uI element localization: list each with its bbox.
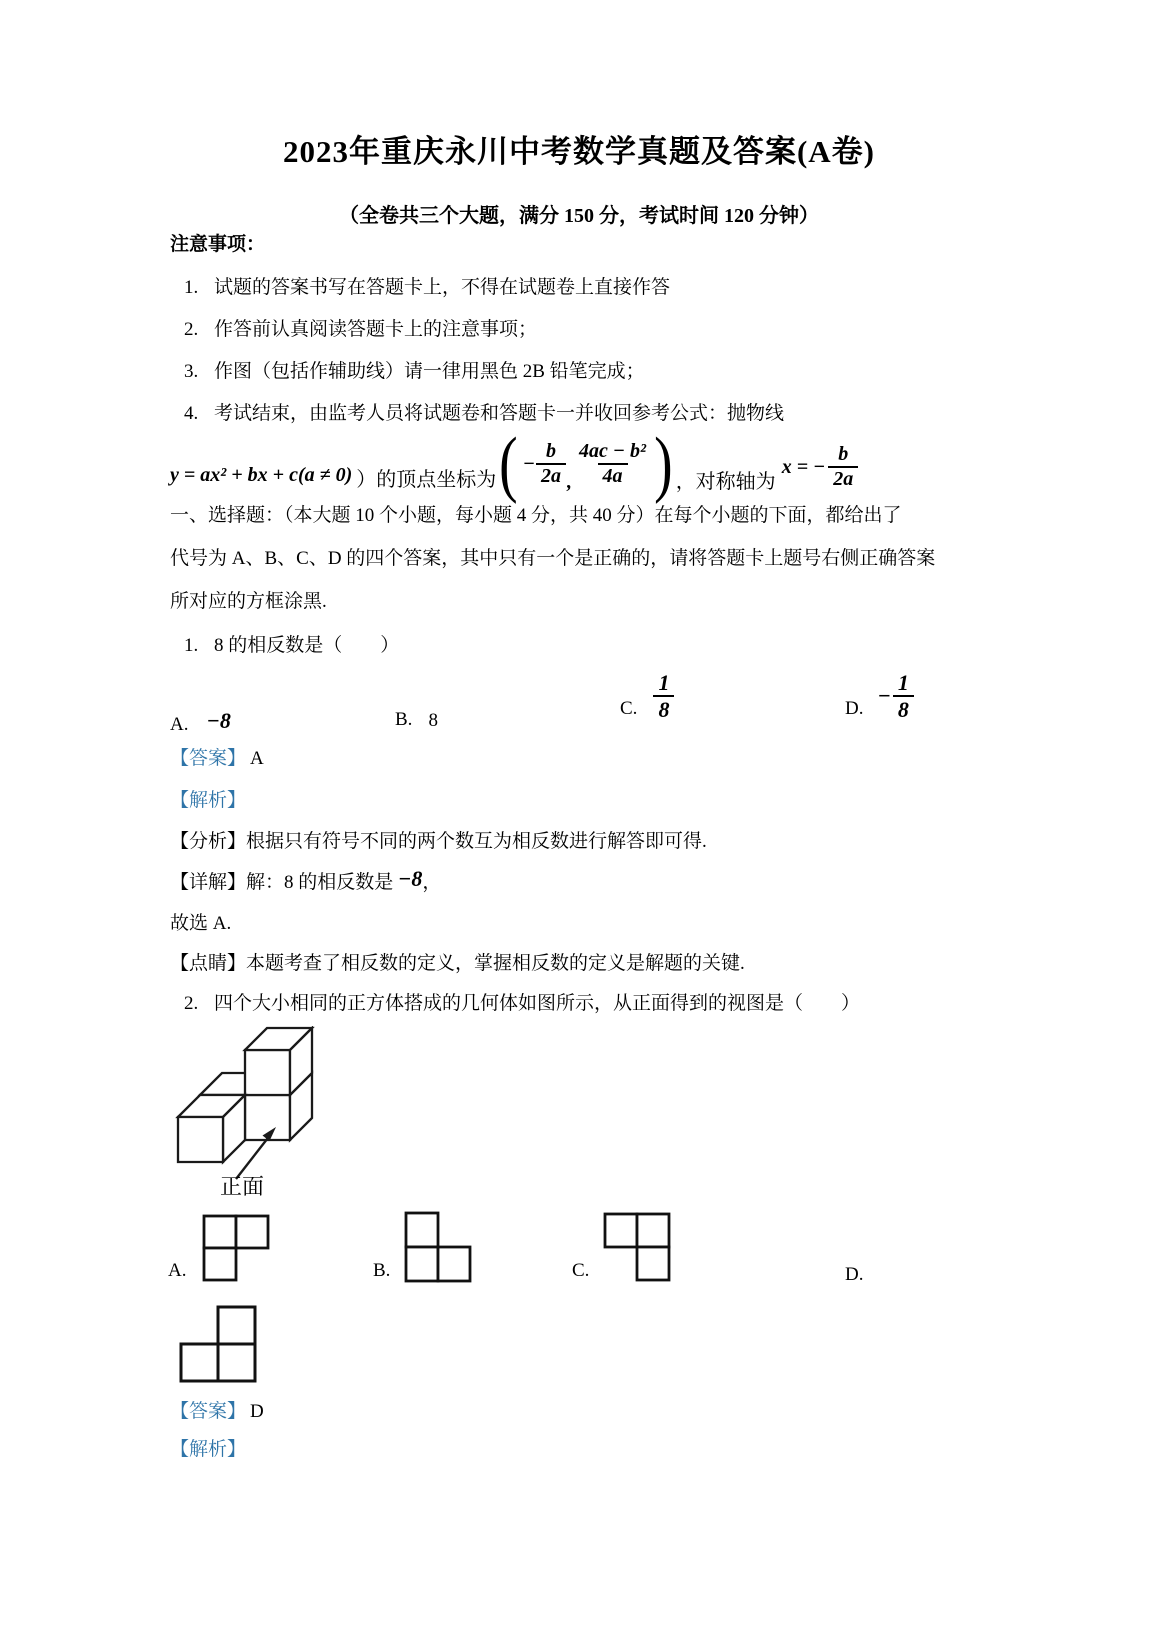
q1-fenxi-line: 【分析】根据只有符号不同的两个数互为相反数进行解答即可得. [170,831,707,852]
q1-analysis-line [170,788,246,814]
notice-item-3-text: 作图（包括作辅助线）请一律用黑色 2B 铅笔完成； [214,361,645,382]
q2-option-a-label: A. [168,1260,187,1281]
vertex-close-paren: ) [654,423,673,505]
cube-right-top-front-face [245,1050,290,1095]
q1-option-d-fraction [893,670,914,723]
notice-item-3 [184,359,1004,385]
section1-heading-line1: 一、选择题：（本大题 10 个小题，每小题 4 分，共 40 分）在每个小题的下面，都给出了 [170,505,902,526]
vertex-comma: , [567,471,573,493]
question-2-text: 四个大小相同的正方体搭成的几何体如图所示，从正面得到的视图是（ ） [214,993,861,1014]
formula-mid-text: ）的顶点坐标为 [356,468,497,491]
notice-heading: 注意事项： [170,234,266,255]
cube-front-front-face [178,1117,223,1162]
formula-lead: y = ax² + bx + c(a ≠ 0) [170,463,353,486]
q1-xiangjie-line [170,868,1000,896]
q1-xiangjie-bold-value: −8 [398,866,423,891]
axis-frac-num: b [838,443,849,465]
q1-xiangjie-pre: 解：8 的相反数是 [246,872,399,893]
q2-option-d-label: D. [845,1264,864,1285]
q2-option-a-shape [202,1214,272,1284]
notice-item-4-text: 考试结束，由监考人员将试题卷和答题卡一并收回参考公式：抛物线 [214,403,785,424]
formula-row [170,420,1000,508]
section1-heading-line2: 代号为 A、B、C、D 的四个答案，其中只有一个是正确的，请将答题卡上题号右侧正确答案 [170,548,936,569]
question-2 [184,991,1034,1017]
vertex-minus: − [522,452,536,475]
q1-option-c [620,670,674,723]
q1-analysis-tag: 【解析】 [170,790,247,811]
question-1 [184,633,399,659]
page-subtitle: （全卷共三个大题，满分 150 分，考试时间 120 分钟） [339,205,819,227]
q1-option-d-frac-num: 1 [897,670,909,695]
q2-option-c [572,1212,673,1284]
axis-frac [828,443,858,491]
q2-analysis-line [170,1437,246,1463]
notice-item-2-number: 2. [184,319,199,340]
notice-item-1 [184,275,1004,301]
q2-option-b [373,1211,474,1284]
q2-option-b-label: B. [373,1260,391,1281]
front-view-label: 正面 [219,1174,265,1199]
q1-option-d-minus: − [877,683,891,709]
q2-option-c-label: C. [572,1260,590,1281]
q2-option-a [168,1214,272,1284]
q1-xiangjie-tag: 【详解】 [170,872,247,893]
q2-option-c-shape [603,1212,673,1284]
q1-option-b-label: B. [395,709,413,730]
q1-option-c-frac-num: 1 [658,670,670,695]
vertex-frac1-den: 2a [536,463,566,488]
q1-option-d [845,670,914,723]
q2-cubes-figure [170,1026,330,1202]
vertex-frac1 [536,440,566,488]
notice-item-3-number: 3. [184,361,199,382]
notice-item-2 [184,317,1004,343]
q1-option-c-frac-den: 8 [653,695,674,722]
vertex-frac2-den: 4a [598,463,628,488]
q1-option-a-label: A. [170,714,189,735]
notice-item-1-number: 1. [184,277,199,298]
q2-answer-line [170,1399,264,1425]
q1-answer-tag: 【答案】 [170,748,247,769]
q1-option-a [170,708,231,737]
question-1-number: 1. [184,635,199,656]
q1-option-b [395,708,438,732]
section1-heading-line3: 所对应的方框涂黑. [170,591,327,612]
notice-item-2-text: 作答前认真阅读答题卡上的注意事项； [214,319,538,340]
q2-answer-value: D [250,1401,264,1422]
notice-item-4-number: 4. [184,403,199,424]
vertex-frac1-num: b [546,440,557,462]
page-title: 2023年重庆永川中考数学真题及答案(A卷) [282,134,876,169]
q1-option-c-fraction [653,670,674,723]
vertex-frac2-num: 4ac − b² [579,440,647,462]
q1-option-a-value: −8 [206,708,231,733]
q1-option-d-frac-den: 8 [893,695,914,722]
axis-expression [782,443,859,491]
q2-answer-tag: 【答案】 [170,1401,247,1422]
q1-dianjing-line: 【点睛】本题考查了相反数的定义，掌握相反数的定义是解题的关键. [170,953,745,974]
q1-xiangjie-post: ， [422,872,442,893]
axis-lhs: x = − [781,455,826,478]
question-1-text: 8 的相反数是（ ） [214,635,400,656]
q1-option-b-value: 8 [428,710,438,731]
formula-after-text: ，对称轴为 [675,470,776,493]
q2-option-d-shape [179,1305,257,1383]
axis-frac-den: 2a [828,466,858,491]
q2-option-b-shape [404,1211,474,1284]
q2-analysis-tag: 【解析】 [170,1439,247,1460]
q1-option-d-label: D. [845,697,864,719]
vertex-expression [496,424,675,504]
question-2-number: 2. [184,993,199,1014]
q1-answer-value: A [250,748,264,769]
notice-item-1-text: 试题的答案书写在答题卡上，不得在试题卷上直接作答 [214,277,671,298]
q1-option-c-label: C. [620,697,638,719]
vertex-open-paren: ( [499,423,518,505]
vertex-frac2 [574,440,651,488]
q1-guxuan-line: 故选 A. [170,913,232,934]
q1-answer-line [170,746,264,772]
